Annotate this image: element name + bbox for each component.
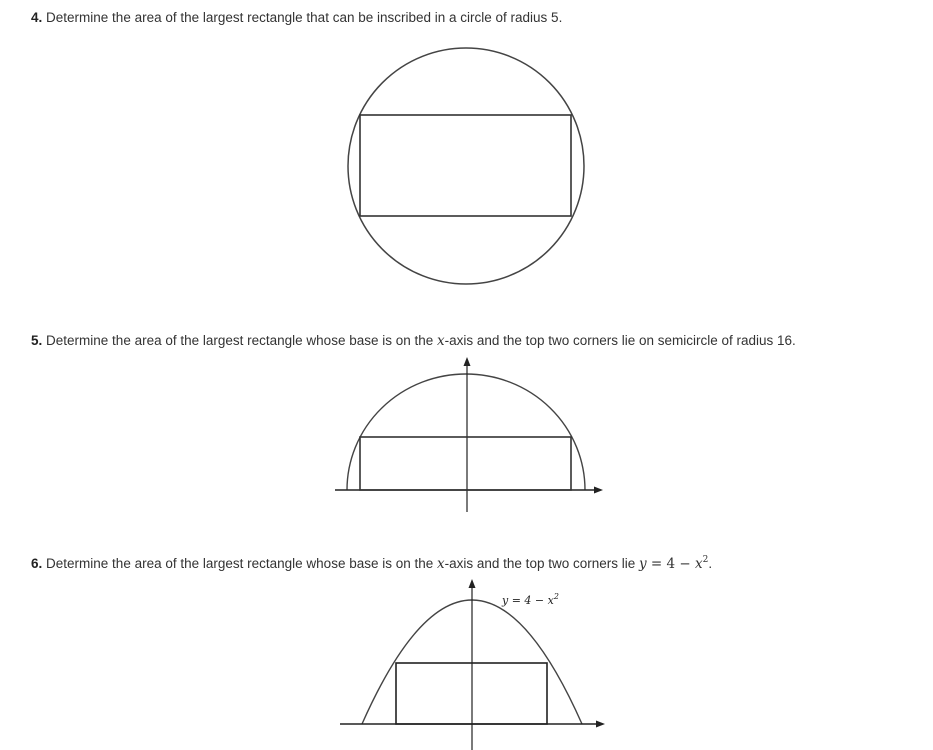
- problem-6-x-variable: x: [437, 556, 445, 572]
- x-axis-arrow: [594, 487, 603, 494]
- inscribed-rectangle: [360, 437, 571, 490]
- problem-4-number: 4.: [31, 10, 43, 25]
- problem-6-equation-var: x: [695, 556, 703, 572]
- y-axis-arrow: [464, 357, 471, 366]
- problem-6-equation-op: = 4 −: [646, 556, 696, 572]
- inscribed-rectangle: [360, 115, 571, 216]
- parabola-label: $y = 4 - x^2$: [502, 592, 559, 607]
- problem-6-equation-lhs: y: [639, 556, 647, 572]
- problem-6-text: [31, 551, 712, 573]
- problem-5-x-variable: x: [437, 333, 445, 349]
- parabola-label-exponent: 2: [553, 592, 559, 601]
- circle-inscribed-rectangle-figure: [340, 42, 600, 292]
- parabola-rectangle-figure: [330, 574, 620, 750]
- problem-5-statement-end: -axis and the top two corners lie on semicircle of radius 16.: [444, 333, 796, 348]
- problem-6-equation-exponent: 2: [702, 555, 709, 565]
- problem-6-statement-start: Determine the area of the largest rectangle whose base is on the: [46, 556, 438, 571]
- problem-6-statement-end: .: [708, 556, 713, 571]
- problem-6-number: 6.: [31, 556, 43, 571]
- problem-5-statement-start: Determine the area of the largest rectangle whose base is on the: [46, 333, 438, 348]
- semicircle-rectangle-figure: [330, 352, 620, 522]
- problem-4-text: [31, 9, 562, 27]
- circle: [348, 48, 584, 284]
- problem-5-text: [31, 332, 796, 350]
- problem-4-statement: Determine the area of the largest rectangle that can be inscribed in a circle of radius 5.: [46, 10, 563, 25]
- x-axis-arrow: [596, 721, 605, 728]
- problem-6-statement-mid: -axis and the top two corners lie: [444, 556, 639, 571]
- y-axis-arrow: [469, 579, 476, 588]
- semicircle: [347, 374, 585, 490]
- problem-5-number: 5.: [31, 333, 43, 348]
